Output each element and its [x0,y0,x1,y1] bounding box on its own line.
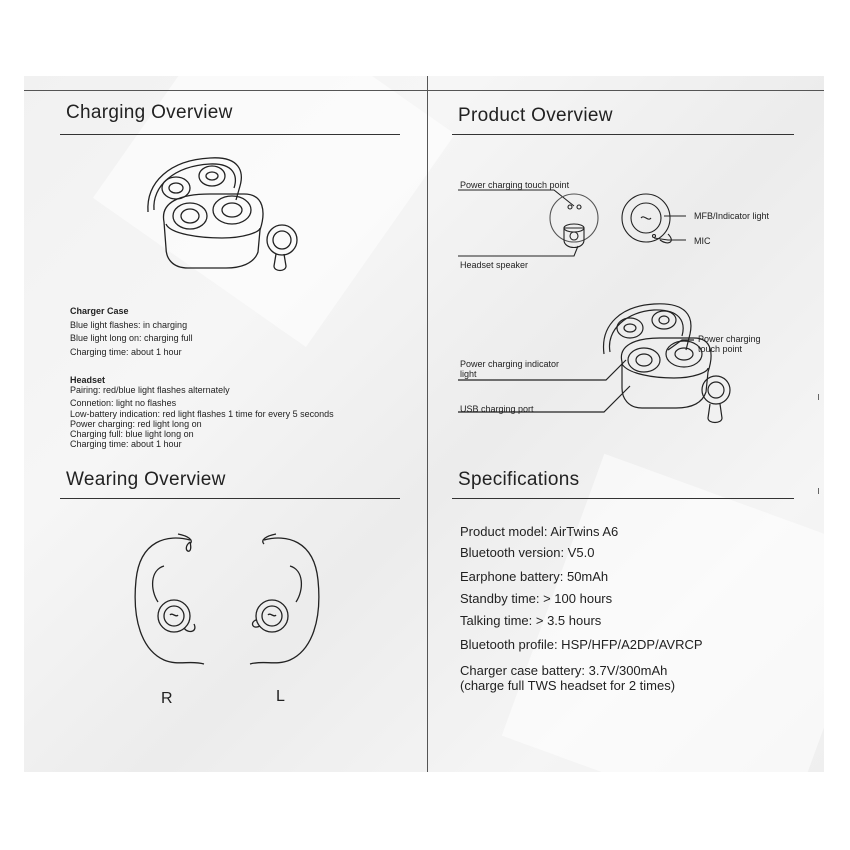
charging-overview-title: Charging Overview [66,102,233,123]
headset-line: Charging time: about 1 hour [70,439,182,450]
charger-case-line: Blue light long on: charging full [70,333,193,344]
spec-item: Product model: AirTwins A6 [460,524,619,539]
spec-item: Talking time: > 3.5 hours [460,613,602,628]
specifications-rule [452,498,794,499]
top-border [24,90,824,91]
charger-case-line: Blue light flashes: in charging [70,320,188,331]
earbud-detail-illustration [454,176,704,276]
wearing-overview-rule [60,498,400,499]
charger-case-block [70,306,193,357]
charging-indicator-line-2: light [460,369,477,379]
usb-port-label: USB charging port [460,404,534,414]
spec-item: Bluetooth version: V5.0 [460,545,595,560]
spec-item: Earphone battery: 50mAh [460,569,609,584]
headset-line: Pairing: red/blue light flashes alternately [70,385,230,396]
headset-speaker-label: Headset speaker [460,260,529,270]
spec-item: (charge full TWS headset for 2 times) [460,678,676,693]
page-divider [427,76,428,772]
specifications-title: Specifications [458,469,580,490]
charger-case-illustration [140,152,310,282]
mic-label: MIC [694,236,711,246]
headset-line: Charging full: blue light long on [70,429,194,440]
product-overview-rule [452,134,794,135]
case-touch-point-line-2: touch point [698,344,743,354]
spec-item: Charger case battery: 3.7V/300mAh [460,663,668,678]
case-touch-point-line-1: Power charging [698,334,761,344]
mfb-indicator-label: MFB/Indicator light [694,211,770,221]
headset-block [70,375,334,449]
right-label: R [161,690,173,707]
power-touch-point-label: Power charging touch point [460,180,570,190]
right-ear-illustration [128,530,218,680]
headset-heading: Headset [70,375,106,385]
charger-case-heading: Charger Case [70,306,129,316]
headset-line: Power charging: red light long on [70,418,202,429]
charger-case-line: Charging time: about 1 hour [70,346,182,357]
product-overview-title: Product Overview [458,105,613,126]
edge-tick [818,394,819,400]
manual-sheet [24,76,824,772]
edge-tick [818,488,819,494]
charging-indicator-line-1: Power charging indicator [460,359,560,369]
left-ear-illustration [236,530,326,680]
charging-overview-rule [60,134,400,135]
headset-line: Connetion: light no flashes [70,398,177,409]
spec-item: Standby time: > 100 hours [460,591,613,606]
wearing-overview-title: Wearing Overview [66,469,226,490]
spec-item: Bluetooth profile: HSP/HFP/A2DP/AVRCP [460,637,703,652]
headset-line: Low-battery indication: red light flashes 1 time for every 5 seconds [70,408,334,419]
left-label: L [276,688,285,705]
case-detail-illustration [454,294,724,434]
